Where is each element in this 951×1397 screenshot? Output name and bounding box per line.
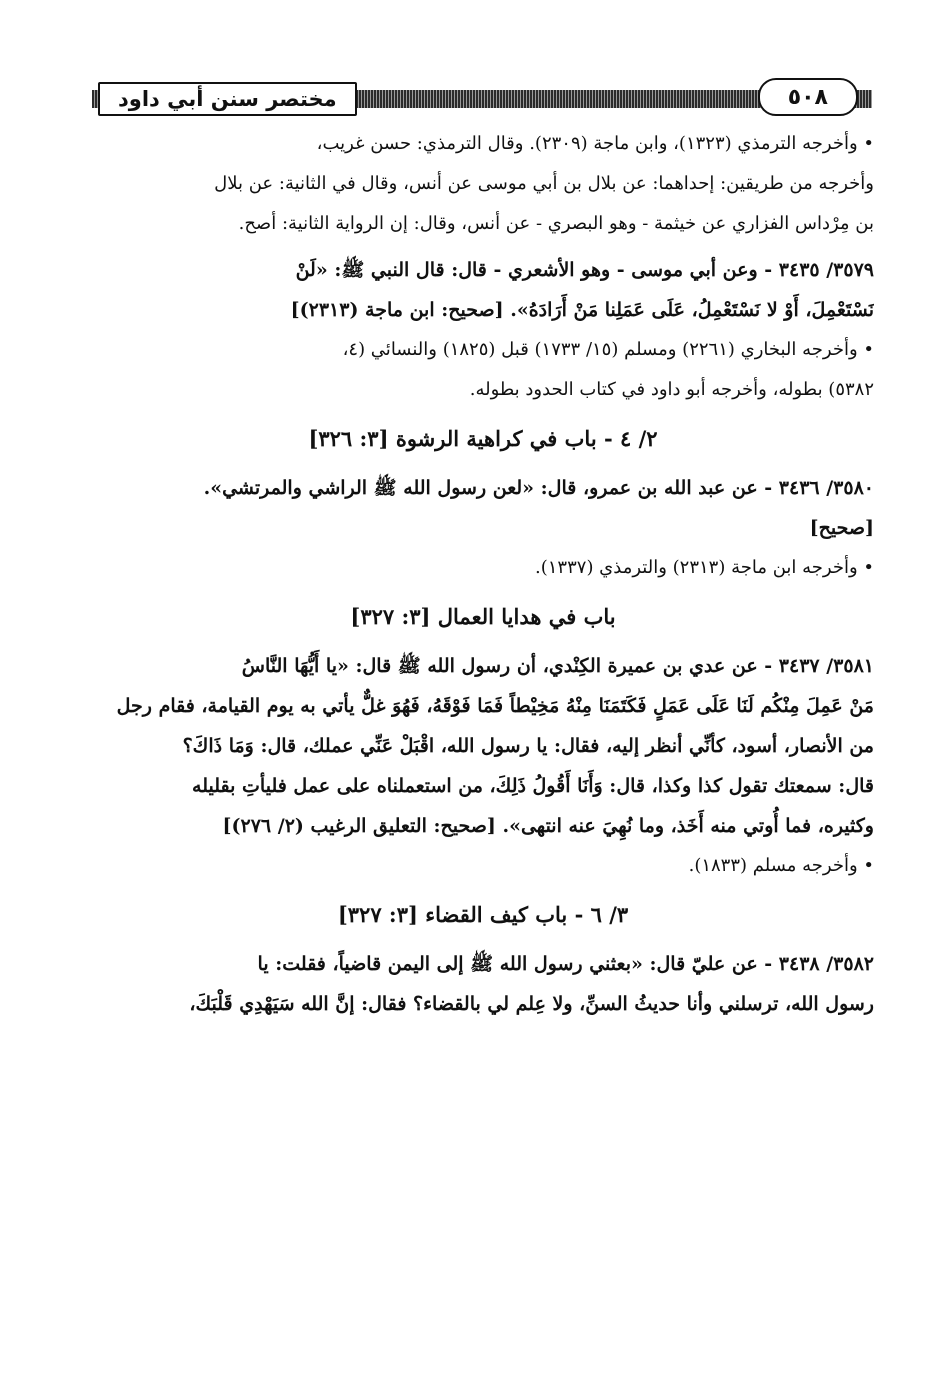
hadith-3581-cont: وكثيره، فما أُوتي منه أَخَذ، وما نُهِيَ عنه انتهى». [صحيح: التعليق الرغيب (٢/ ٢٧٦)]: [222, 815, 874, 837]
chapter-heading-bribery: ٢/ ٤ - باب في كراهية الرشوة [٣: ٣٢٦]: [308, 426, 658, 451]
takhrij-line: • وأخرجه ابن ماجة (٢٣١٣) والترمذي (١٣٣٧).: [535, 557, 874, 578]
hadith-3582-cont: رسول الله، ترسلني وأنا حديثُ السنِّ، ولا عِلم لي بالقضاء؟ فقال: إنَّ الله سَيَهْدِي قَلْبَكَ،: [189, 993, 874, 1015]
page-number: ٥٠٨: [758, 78, 858, 116]
hadith-3581: ٣٥٨١/ ٣٤٣٧ - عن عدي بن عميرة الكِنْدي، أن رسول الله ﷺ قال: «يا أَيُّهَا النَّاسُ: [241, 655, 874, 677]
hadith-3581-cont: من الأنصار، أسود، كأنِّي أنظر إليه، فقال: يا رسول الله، اقْبَلْ عَنِّي عملك، قال: وَمَا ذَاكَ؟: [182, 735, 874, 757]
hadith-3581-cont: قال: سمعتك تقول كذا وكذا، قال: وَأَنَا أَقُولُ ذَلِكَ، من استعملناه على عمل فليأتِ بقليله: [192, 775, 874, 797]
grading-sahih: [صحيح]: [809, 517, 874, 539]
chapter-heading-gifts: باب في هدايا العمال [٣: ٣٢٧]: [350, 604, 616, 629]
text-line: بن مِرْداس الفزاري عن خيثمة - وهو البصري - عن أنس، وقال: إن الرواية الثانية: أصح.: [238, 213, 874, 234]
hadith-3579-cont: نَسْتَعْمِلَ، أَوْ لا نَسْتَعْمِلُ، عَلَى عَمَلِنا مَنْ أَرَادَهُ». [صحيح: ابن ماجة (٢٣١٣)]: [290, 299, 874, 321]
takhrij-line: • وأخرجه مسلم (١٨٣٣).: [688, 855, 874, 876]
hadith-3580: ٣٥٨٠/ ٣٤٣٦ - عن عبد الله بن عمرو، قال: «لعن رسول الله ﷺ الراشي والمرتشي».: [203, 477, 874, 499]
takhrij-line: • وأخرجه البخاري (٢٢٦١) ومسلم (١٥/ ١٧٣٣) قبل (١٨٢٥) والنسائي (٤،: [342, 339, 874, 360]
hadith-3581-cont: مَنْ عَمِلَ مِنْكُم لَنَا عَلَى عَمَلٍ فَكَتَمَنَا مِنْهُ مَخِيْطاً فَمَا فَوْقَهُ، فَهُوَ غلٌّ يأتي به يوم القيامة، فقام رجل: [116, 695, 874, 717]
chapter-heading-judging: ٣/ ٦ - باب كيف القضاء [٣: ٣٢٧]: [337, 902, 629, 927]
page-content: [92, 124, 874, 1024]
text-line: وأخرجه من طريقين: إحداهما: عن بلال بن أبي موسى عن أنس، وقال في الثانية: عن بلال: [214, 173, 874, 194]
book-title: مختصر سنن أبي داود: [98, 82, 357, 116]
hadith-3579: ٣٥٧٩/ ٣٤٣٥ - وعن أبي موسى - وهو الأشعري - قال: قال النبي ﷺ: «لَنْ: [295, 259, 874, 281]
takhrij-line: ٥٣٨٢) بطوله، وأخرجه أبو داود في كتاب الحدود بطوله.: [469, 379, 874, 400]
hadith-3582: ٣٥٨٢/ ٣٤٣٨ - عن عليّ قال: «بعثني رسول الله ﷺ إلى اليمن قاضياً، فقلت: يا: [257, 953, 874, 975]
running-header: [92, 82, 872, 122]
text-line: • وأخرجه الترمذي (١٣٢٣)، وابن ماجة (٢٣٠٩). وقال الترمذي: حسن غريب،: [316, 133, 874, 154]
